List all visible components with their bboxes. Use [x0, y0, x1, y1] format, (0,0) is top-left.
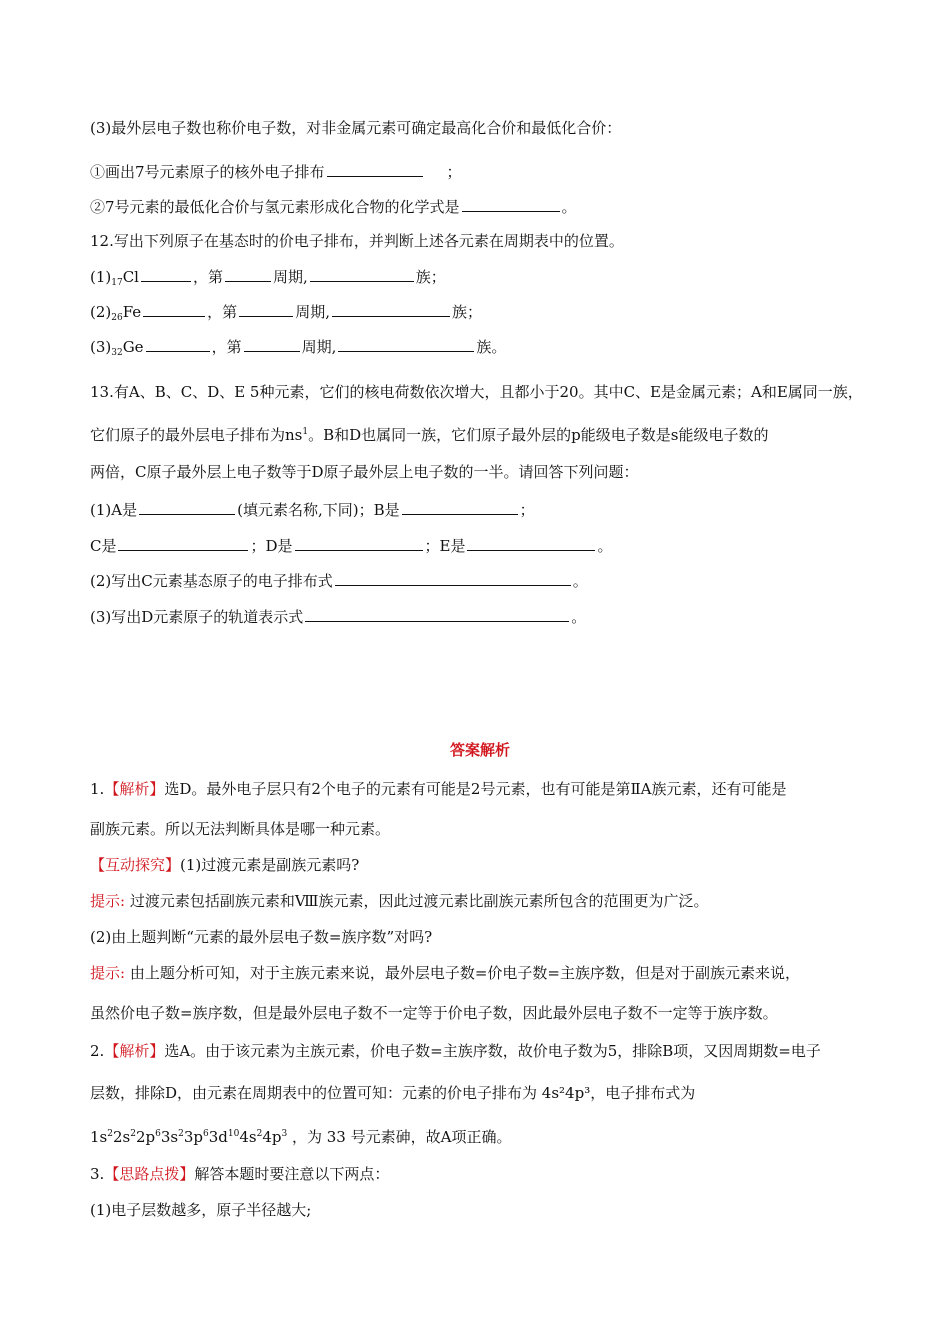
q13-part3-end: 。: [571, 608, 587, 626]
hint-2-line2: [90, 1003, 778, 1023]
q13-part1-a: (1)A是: [90, 501, 138, 519]
electron-count: 6: [155, 1129, 161, 1139]
answer-3-line2: [90, 1200, 311, 1220]
atomic-number: 32: [111, 348, 123, 358]
answer-blank[interactable]: [305, 606, 569, 622]
answer-2-line3: [90, 1124, 511, 1147]
q13-stem-text-2a: 它们原子的最外层电子排布为ns: [90, 426, 303, 444]
answer-blank[interactable]: [332, 301, 450, 317]
hint-1: [90, 891, 708, 911]
answer-3-text-2: (1)电子层数越多，原子半径越大;: [90, 1201, 312, 1219]
document-page: [90, 118, 870, 1219]
answer-number: 3.: [90, 1165, 105, 1183]
q13-part1-line2: [90, 535, 612, 556]
q12-item-prefix: (1): [90, 268, 112, 286]
electron-count: 2: [107, 1129, 113, 1139]
answer-blank[interactable]: [225, 266, 271, 282]
answer-2-line2: [90, 1083, 695, 1103]
q11-part3-stem: (3)最外层电子数也称价电子数，对非金属元素可确定最高化合价和最低化合价：: [90, 119, 622, 137]
answer-2-text-2: 层数，排除D，由元素在周期表中的位置可知：元素的价电子排布为 4s²4p³，电子排布式为: [90, 1084, 696, 1102]
answer-blank[interactable]: [146, 336, 210, 352]
thinking-tag: 【思路点拨】: [104, 1165, 195, 1183]
answer-number: 1.: [90, 780, 105, 798]
q11-item1-end: ；: [446, 163, 462, 181]
answer-blank[interactable]: [141, 266, 191, 282]
q13-part1-e: ；E是: [424, 537, 466, 555]
q12-stem-text: 12.写出下列原子在基态时的价电子排布，并判断上述各元素在周期表中的位置。: [90, 232, 624, 250]
answer-1-text-2: 副族元素。所以无法判断具体是哪一种元素。: [90, 820, 391, 838]
answer-blank[interactable]: [244, 336, 300, 352]
answer-blank[interactable]: [467, 535, 595, 551]
q13-stem-line3: [90, 462, 639, 482]
explore-question-2: (2)由上题判断“元素的最外层电子数=族序数”对吗?: [90, 928, 433, 946]
answer-blank[interactable]: [310, 266, 414, 282]
electron-count: 6: [203, 1129, 209, 1139]
answer-blank[interactable]: [402, 499, 518, 515]
electron-count: 2: [130, 1129, 136, 1139]
q13-part3-text: (3)写出D元素原子的轨道表示式: [90, 608, 304, 626]
hint-1-text: 过渡元素包括副族元素和Ⅷ族元素，因此过渡元素比副族元素所包含的范围更为广泛。: [129, 892, 709, 910]
q12-item-prefix: (2): [90, 303, 112, 321]
analysis-tag: 【解析】: [104, 1042, 165, 1060]
answer-blank[interactable]: [239, 301, 293, 317]
electron-count: 10: [227, 1129, 240, 1139]
orbital: 3s: [160, 1128, 179, 1146]
q11-item1: [90, 161, 462, 182]
q12-item-comma: ，第: [211, 338, 242, 356]
q12-item-period: 周期,: [295, 303, 330, 321]
answer-1-text-1: 选D。最外电子层只有2个电子的元素有可能是2号元素，也有可能是第ⅡA族元素，还有可能是: [164, 780, 787, 798]
answer-1-line1: [90, 779, 786, 799]
electron-count: 2: [178, 1129, 184, 1139]
answer-blank[interactable]: [327, 161, 423, 177]
q11-item2-end: 。: [561, 198, 577, 216]
hint-label: 提示:: [90, 964, 126, 982]
element-symbol: Fe: [122, 303, 142, 321]
q13-part1-end2: 。: [597, 537, 613, 555]
orbital: 3p: [183, 1128, 203, 1146]
q12-item-period: 周期,: [301, 338, 337, 356]
q12-item-group: 族；: [415, 268, 446, 286]
answer-blank[interactable]: [295, 535, 423, 551]
q13-part1-c: C是: [90, 537, 117, 555]
answer-number: 2.: [90, 1042, 105, 1060]
element-symbol: Cl: [122, 268, 139, 286]
q12-item-group: 族。: [476, 338, 507, 356]
orbital: 4s: [239, 1128, 257, 1146]
q12-stem: [90, 231, 624, 251]
element-symbol: Ge: [122, 338, 144, 356]
answer-blank[interactable]: [118, 535, 248, 551]
q13-part1-end: ；: [519, 501, 535, 519]
electron-count: 3: [281, 1129, 288, 1139]
q11-item2-text: ②7号元素的最低化合价与氢元素形成化合物的化学式是: [90, 198, 460, 216]
q12-item-comma: ，第: [207, 303, 238, 321]
electron-configuration: [90, 1128, 292, 1146]
superscript: 1: [302, 427, 309, 437]
answer-1-line2: [90, 819, 390, 839]
q13-stem-text-1: 13.有A、B、C、D、E 5种元素，它们的核电荷数依次增大，且都小于20。其中C、E是金属元素；A和E属同一族，: [90, 383, 863, 401]
orbital: 4p: [262, 1128, 282, 1146]
answer-blank[interactable]: [139, 499, 235, 515]
q11-item2: [90, 196, 577, 217]
explore-q2: [90, 927, 432, 947]
q12-item-2: [90, 301, 482, 328]
q12-item-period: 周期,: [273, 268, 308, 286]
q12-item-comma: ，第: [192, 268, 223, 286]
explore-tag: 【互动探究】: [90, 856, 181, 874]
q12-item-3: [90, 336, 506, 363]
electron-count: 2: [256, 1129, 263, 1139]
answer-2-text-3: ，为 33 号元素砷，故A项正确。: [292, 1128, 512, 1146]
answer-blank[interactable]: [462, 196, 560, 212]
orbital: 3d: [208, 1128, 228, 1146]
answer-section-title: 答案解析: [449, 741, 510, 759]
q12-item-group: 族；: [451, 303, 482, 321]
analysis-tag: 【解析】: [104, 780, 165, 798]
answer-blank[interactable]: [335, 570, 571, 586]
explore-q1: [90, 855, 359, 875]
answer-3-text-1: 解答本题时要注意以下两点：: [194, 1165, 390, 1183]
hint-2-text-1: 由上题分析可知，对于主族元素来说，最外层电子数=价电子数=主族序数，但是对于副族元素来说，: [129, 964, 800, 982]
answer-blank[interactable]: [143, 301, 205, 317]
q13-part1-line1: [90, 499, 535, 520]
hint-2-text-2: 虽然价电子数=族序数，但是最外层电子数不一定等于价电子数，因此最外层电子数不一定等于族序数。: [90, 1004, 778, 1022]
q13-part2: [90, 570, 588, 591]
orbital: 2s: [112, 1128, 131, 1146]
q13-stem-line1: [90, 382, 863, 402]
q13-stem-text-2b: 。B和D也属同一族，它们原子最外层的p能级电子数是s能级电子数的: [308, 426, 769, 444]
q13-part2-text: (2)写出C元素基态原子的电子排布式: [90, 572, 333, 590]
atomic-number: 26: [111, 313, 123, 323]
q12-item-prefix: (3): [90, 338, 112, 356]
q13-stem-line2: [90, 422, 768, 445]
q13-stem-text-3: 两倍，C原子最外层上电子数等于D原子最外层上电子数的一半。请回答下列问题：: [90, 463, 639, 481]
q13-part1-b: (填元素名称,下同)；B是: [237, 501, 400, 519]
answer-blank[interactable]: [338, 336, 474, 352]
q13-part1-d: ；D是: [250, 537, 293, 555]
q13-part2-end: 。: [572, 572, 588, 590]
answer-2-text-1: 选A。由于该元素为主族元素，价电子数=主族序数，故价电子数为5，排除B项，又因周期数=电子: [164, 1042, 821, 1060]
q12-item-1: [90, 266, 446, 293]
hint-2-line1: [90, 963, 800, 983]
q11-part3-text: [90, 118, 870, 138]
explore-question-1: (1)过渡元素是副族元素吗?: [180, 856, 360, 874]
orbital: 1s: [90, 1128, 108, 1146]
atomic-number: 17: [111, 278, 123, 288]
answer-2-line1: [90, 1041, 821, 1061]
hint-label: 提示:: [90, 892, 126, 910]
answer-3-line1: [90, 1164, 389, 1184]
q13-part3: [90, 606, 586, 627]
q11-item1-text: ①画出7号元素原子的核外电子排布: [90, 163, 325, 181]
orbital: 2p: [135, 1128, 156, 1146]
